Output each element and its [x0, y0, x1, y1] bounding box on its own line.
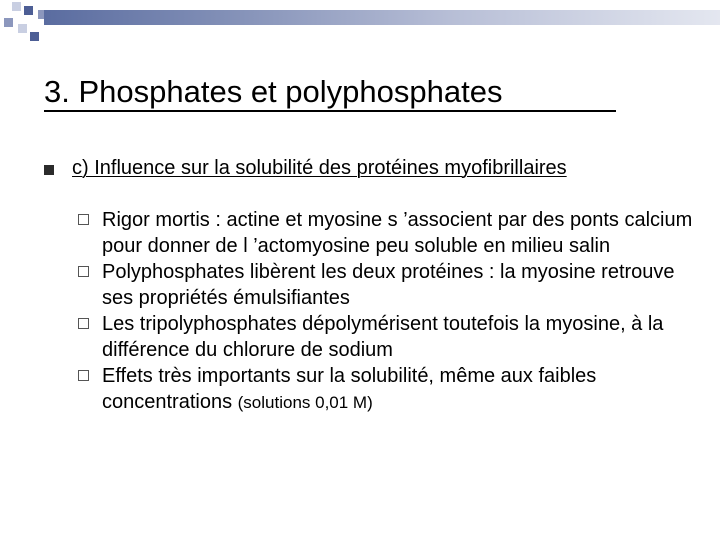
filled-square-bullet-icon: [44, 165, 54, 175]
slide-title: 3. Phosphates et polyphosphates: [44, 74, 503, 109]
list-item-text: Rigor mortis : actine et myosine s ’associent par des ponts calcium pour donner de l ’actomyosine peu soluble en milieu salin: [102, 209, 693, 257]
list-item-text: Polyphosphates libèrent les deux protéines : la myosine retrouve ses propriétés émulsifiantes: [102, 261, 675, 309]
list-item: [78, 259, 698, 311]
list-item: [78, 363, 698, 416]
deco-square: [18, 24, 27, 33]
hollow-square-bullet-icon: [78, 266, 89, 277]
list-item: [78, 207, 698, 259]
hollow-square-bullet-icon: [78, 318, 89, 329]
deco-square: [24, 6, 33, 15]
sub-point-list: [78, 207, 698, 416]
list-item: [78, 311, 698, 363]
deco-square: [12, 2, 21, 11]
header-gradient-band: [44, 10, 720, 25]
list-item-text: Effets très importants sur la solubilité, même aux faibles concentrations: [102, 365, 597, 413]
deco-square: [30, 32, 39, 41]
decorative-corner-squares: [0, 0, 60, 50]
hollow-square-bullet-icon: [78, 370, 89, 381]
section-heading: c) Influence sur la solubilité des protéines myofibrillaires: [72, 157, 567, 179]
deco-square: [4, 18, 13, 27]
title-underline: [44, 110, 616, 112]
concentration-note: (solutions 0,01 M): [237, 393, 373, 412]
list-item-text: Les tripolyphosphates dépolymérisent toutefois la myosine, à la différence du chlorure de sodium: [102, 313, 664, 361]
hollow-square-bullet-icon: [78, 214, 89, 225]
